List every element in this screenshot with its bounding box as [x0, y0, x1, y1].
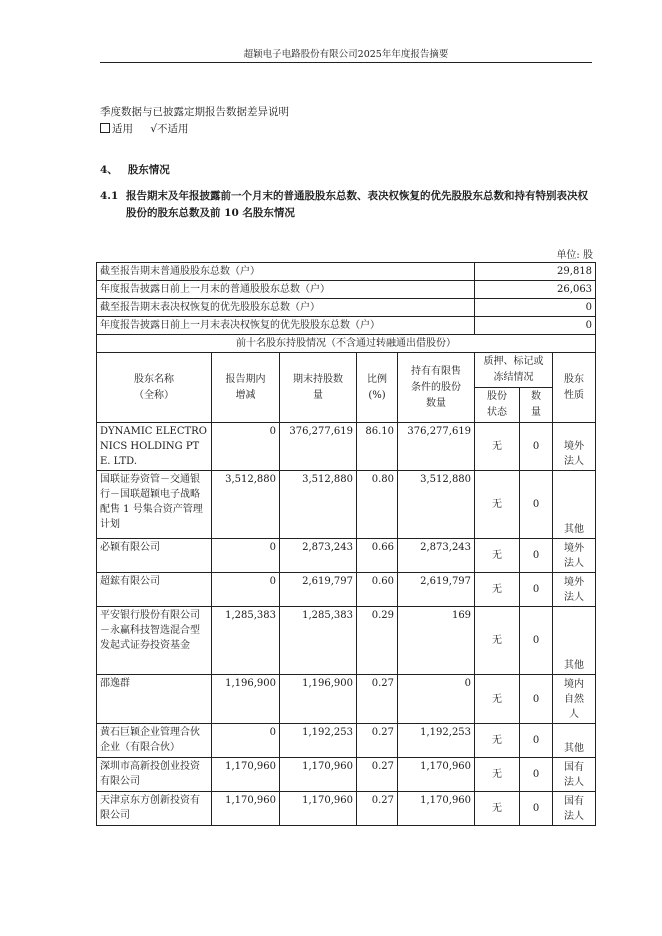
check-mark-icon: √	[150, 123, 158, 135]
shareholder-change: 0	[212, 573, 280, 607]
option-applicable: 适用	[112, 123, 133, 135]
section-4-1-heading	[100, 188, 595, 222]
shareholder-restricted: 0	[398, 675, 475, 724]
shareholder-name: 黄石巨颖企业管理合伙企业（有限合伙）	[97, 724, 212, 758]
col-header-ratio: 比例 (%)	[357, 353, 398, 423]
summary-row	[97, 281, 596, 299]
shareholder-change: 1,285,383	[212, 607, 280, 675]
shareholder-nature: 境外 法人	[553, 573, 596, 607]
shareholder-change: 1,170,960	[212, 758, 280, 792]
shareholder-pledge-qty: 0	[520, 471, 553, 539]
col-header-pledge: 质押、标记或 冻结情况	[475, 353, 553, 388]
header-divider	[100, 62, 592, 63]
shareholder-end-shares: 2,873,243	[280, 539, 357, 573]
shareholder-restricted: 1,192,253	[398, 724, 475, 758]
col-header-change: 报告期内 增减	[212, 353, 280, 423]
shareholder-row	[97, 792, 596, 826]
shareholder-end-shares: 1,170,960	[280, 792, 357, 826]
col-header-name: 股东名称 （全称）	[97, 353, 212, 423]
shareholder-end-shares: 1,192,253	[280, 724, 357, 758]
shareholder-name: 国联证券资管－交通银行－国联超颖电子战略配售 1 号集合资产管理计划	[97, 471, 212, 539]
section-4-heading	[100, 162, 170, 177]
shareholder-pledge-status: 无	[475, 471, 520, 539]
shareholder-pledge-status: 无	[475, 724, 520, 758]
shareholder-row	[97, 423, 596, 471]
shareholder-ratio: 0.27	[357, 758, 398, 792]
shareholder-end-shares: 376,277,619	[280, 423, 357, 471]
col-header-pledge-qty: 数 量	[520, 388, 553, 423]
shareholder-name: 深圳市高新投创业投资有限公司	[97, 758, 212, 792]
shareholder-pledge-qty: 0	[520, 539, 553, 573]
shareholder-nature: 国有 法人	[553, 758, 596, 792]
shareholder-name: 邵逸群	[97, 675, 212, 724]
shareholder-pledge-qty: 0	[520, 607, 553, 675]
section-4-title: 股东情况	[127, 164, 170, 176]
shareholder-change: 0	[212, 724, 280, 758]
shareholder-name: 平安银行股份有限公司－永赢科技智选混合型发起式证券投资基金	[97, 607, 212, 675]
shareholder-name: 天津京东方创新投资有限公司	[97, 792, 212, 826]
applicability-options	[100, 121, 189, 136]
shareholder-pledge-status: 无	[475, 792, 520, 826]
section-4-1-title: 报告期末及年报披露前一个月末的普通股股东总数、表决权恢复的优先股股东总数和持有特别表决权股份的股东总数及前 10 名股东情况	[126, 190, 588, 219]
shareholder-pledge-status: 无	[475, 607, 520, 675]
shareholder-nature: 国有 法人	[553, 792, 596, 826]
shareholder-name: 必颖有限公司	[97, 539, 212, 573]
shareholder-ratio: 0.80	[357, 471, 398, 539]
shareholder-ratio: 0.27	[357, 792, 398, 826]
shareholder-ratio: 0.29	[357, 607, 398, 675]
shareholder-name: 超鋐有限公司	[97, 573, 212, 607]
shareholder-end-shares: 3,512,880	[280, 471, 357, 539]
quarter-note-title: 季度数据与已披露定期报告数据差异说明	[100, 106, 289, 118]
shareholder-pledge-qty: 0	[520, 573, 553, 607]
shareholder-row	[97, 607, 596, 675]
checkbox-icon	[100, 123, 110, 133]
column-header-row	[97, 353, 596, 388]
shareholder-pledge-status: 无	[475, 675, 520, 724]
shareholder-end-shares: 1,170,960	[280, 758, 357, 792]
shareholder-end-shares: 2,619,797	[280, 573, 357, 607]
shareholder-row	[97, 758, 596, 792]
summary-label: 截至报告期末表决权恢复的优先股股东总数（户）	[97, 299, 475, 317]
shareholder-pledge-status: 无	[475, 758, 520, 792]
summary-row	[97, 317, 596, 335]
option-not-applicable: 不适用	[157, 123, 189, 135]
shareholder-change: 0	[212, 539, 280, 573]
shareholder-nature: 其他	[553, 607, 596, 675]
top10-title: 前十名股东持股情况（不含通过转融通出借股份）	[97, 335, 596, 353]
col-header-restricted: 持有有限售 条件的股份 数量	[398, 353, 475, 423]
shareholder-end-shares: 1,285,383	[280, 607, 357, 675]
shareholder-name: DYNAMIC ELECTRONICS HOLDING PTE. LTD.	[97, 423, 212, 471]
summary-row	[97, 263, 596, 281]
shareholder-row	[97, 675, 596, 724]
shareholder-row	[97, 539, 596, 573]
shareholder-restricted: 1,170,960	[398, 792, 475, 826]
shareholder-row	[97, 724, 596, 758]
top10-title-row	[97, 335, 596, 353]
shareholder-pledge-qty: 0	[520, 675, 553, 724]
shareholder-restricted: 3,512,880	[398, 471, 475, 539]
shareholder-nature: 其他	[553, 724, 596, 758]
shareholder-restricted: 1,170,960	[398, 758, 475, 792]
shareholder-ratio: 0.27	[357, 675, 398, 724]
summary-value: 0	[475, 299, 596, 317]
shareholder-change: 3,512,880	[212, 471, 280, 539]
shareholder-nature: 境外 法人	[553, 539, 596, 573]
shareholder-pledge-qty: 0	[520, 423, 553, 471]
shareholder-nature: 其他	[553, 471, 596, 539]
shareholder-row	[97, 471, 596, 539]
shareholder-restricted: 2,873,243	[398, 539, 475, 573]
shareholder-change: 1,196,900	[212, 675, 280, 724]
col-header-nature: 股东 性质	[553, 353, 596, 423]
summary-value: 26,063	[475, 281, 596, 299]
shareholder-change: 1,170,960	[212, 792, 280, 826]
shareholder-pledge-qty: 0	[520, 792, 553, 826]
shareholder-ratio: 0.27	[357, 724, 398, 758]
shareholder-row	[97, 573, 596, 607]
summary-label: 年度报告披露日前上一月末表决权恢复的优先股股东总数（户）	[97, 317, 475, 335]
shareholder-table	[96, 262, 596, 826]
shareholder-pledge-qty: 0	[520, 724, 553, 758]
shareholder-nature: 境内 自然 人	[553, 675, 596, 724]
section-4-number: 4、	[100, 164, 118, 176]
summary-label: 截至报告期末普通股股东总数（户）	[97, 263, 475, 281]
page-header: 超颖电子电路股份有限公司2025年年度报告摘要	[243, 49, 449, 60]
shareholder-restricted: 376,277,619	[398, 423, 475, 471]
shareholder-change: 0	[212, 423, 280, 471]
shareholder-end-shares: 1,196,900	[280, 675, 357, 724]
summary-row	[97, 299, 596, 317]
shareholder-ratio: 86.10	[357, 423, 398, 471]
summary-label: 年度报告披露日前上一月末的普通股股东总数（户）	[97, 281, 475, 299]
section-4-1-number: 4.1	[100, 190, 119, 202]
shareholder-ratio: 0.60	[357, 573, 398, 607]
unit-label: 单位: 股	[556, 250, 593, 261]
summary-value: 0	[475, 317, 596, 335]
shareholder-pledge-status: 无	[475, 573, 520, 607]
shareholder-ratio: 0.66	[357, 539, 398, 573]
shareholder-restricted: 2,619,797	[398, 573, 475, 607]
shareholder-pledge-status: 无	[475, 539, 520, 573]
shareholder-pledge-qty: 0	[520, 758, 553, 792]
col-header-pledge-status: 股份 状态	[475, 388, 520, 423]
col-header-end-shares: 期末持股数 量	[280, 353, 357, 423]
shareholder-restricted: 169	[398, 607, 475, 675]
shareholder-pledge-status: 无	[475, 423, 520, 471]
summary-value: 29,818	[475, 263, 596, 281]
shareholder-nature: 境外 法人	[553, 423, 596, 471]
